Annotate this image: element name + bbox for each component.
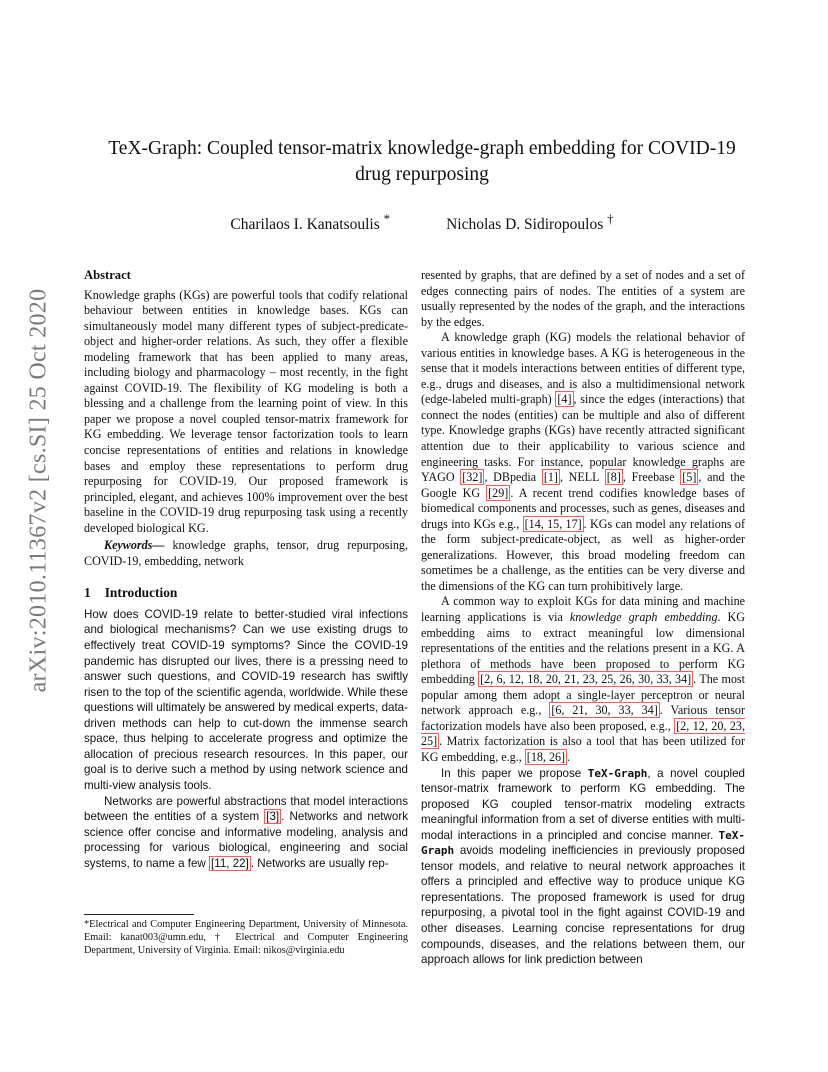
author-2: Nicholas D. Sidiropoulos † [446,211,614,234]
abstract-heading: Abstract [84,268,131,282]
right-paragraph-2: A knowledge graph (KG) models the relational behavior of various entities in knowledge bases. A KG is heterogeneous in the sense that it models interactions between entities of different type, e.g., drugs and diseases, and is also a multidimensional network (edge-labeled multi-graph) [4] , since the edges (interactions) that connect the nodes (entities) can be multiple and also of different type. Knowledge graphs (KGs) have recently attracted significant attention due to their applicability to various science and engineering tasks. For instance, popular knowledge graphs are YAGO [32] , DBpedia [1] , NELL [8] , Freebase [5] , and the Google KG [29] . A recent trend codifies knowledge bases of biomedical components and processes, such as genes, diseases and drugs into KGs e.g., [14, 15, 17] . KGs can model any relations of the form subject-predicate-object, as well as higher-order generalizations. However, this broad modeling freedom can sometimes be a challenge, as the entities can be very diverse and the dimensions of the KG can turn prohibitively large. [421,330,745,593]
intro-paragraph-1: How does COVID-19 relate to better-studied viral infections and biological mechanisms? Can we use existing drugs to effectively treat COVID-19 symptoms? Since the COVID-19 pandemic has disrupted our lives, there is a pressing need to answer such questions, and COVID-19 research has swiftly risen to the top of the scientific agenda, worldwide. While these questions will ultimately be answered by medical experts, data-driven methods can help to cut-down the immense search space, thus helping to accelerate progress and optimize the allocation of precious research resources. In this paper, our goal is to derive such a method by using network science and multi-view analysis tools. [84,607,408,792]
citation-link[interactable]: [14, 15, 17] [524,516,582,531]
citation-link[interactable]: [2, 6, 12, 18, 20, 21, 23, 25, 26, 30, 33, 34] [480,672,692,687]
method-name: TeX-Graph [587,766,648,780]
keywords-text: knowledge graphs, tensor, drug repurposing, COVID-19, embedding, network [84,538,408,568]
section-title: Introduction [104,585,178,601]
citation-link[interactable]: [32] [462,470,483,485]
citation-link[interactable]: [6, 21, 30, 33, 34] [551,703,658,718]
footnote-text: *Electrical and Computer Engineering Department, University of Minnesota. Email: kanat003@umn.edu, † Electrical and Computer Engineering Department, University of Virginia. Email: nikos@virginia.edu [84,919,408,956]
intro-paragraph-2: Networks are powerful abstractions that model interactions between the entities of a system [3] . Networks and network science offer concise and informative modeling, analysis and processing for various biological, engineering and social systems, to name a few [11, 22] . Networks are usually rep- [84,794,408,870]
method-name: TeX-Graph [421,828,745,858]
footnote-rule [84,914,194,915]
title-line-2: drug repurposing [355,164,489,185]
citation-link[interactable]: [3] [266,810,280,824]
arxiv-identifier-text: arXiv:2010.11367v2 [cs.SI] 25 Oct 2020 [25,288,52,692]
keywords [84,538,408,569]
citation-link[interactable]: [1] [543,470,558,485]
section-heading-introduction [84,585,408,601]
section-number: 1 [84,585,91,601]
left-column [84,268,408,871]
right-paragraph-4: In this paper we propose TeX-Graph, a novel coupled tensor-matrix framework to perform KG embedding. The proposed KG coupled tensor-matrix modeling extracts meaningful information from a set of diverse entities with multi-modal interactions in a principled and concise manner. TeX-Graph avoids modeling inefficiencies in previously proposed tensor models, and relative to neural network approaches it offers a principled and effective way to produce unique KG representations. The proposed framework is used for drug repurposing, a pivotal tool in the fight against COVID-19 and other diseases. Learning concise representations for drug compounds, diseases, and the relations between them, our approach allows for link prediction between [421,766,746,967]
citation-link[interactable]: [29] [488,485,509,500]
citation-link[interactable]: [11, 22] [211,856,249,870]
author-list [84,211,760,234]
citation-link[interactable]: [4] [557,392,572,407]
paper-title [84,136,760,188]
citation-link[interactable]: [2, 12, 20, 23, 25] [421,718,745,749]
emphasis-term: knowledge graph embedding [569,610,718,625]
right-paragraph-3: A common way to exploit KGs for data mining and machine learning applications is via knowledge graph embedding. KG embedding aims to extract meaningful low dimensional representations of the entities and the relations present in a KG. A plethora of methods have been proposed to perform KG embedding [2, 6, 12, 18, 20, 21, 23, 25, 26, 30, 33, 34] . The most popular among them adopt a single-layer perceptron or neural network approach e.g., [6, 21, 30, 33, 34] . Various tensor factorization models have also been proposed, e.g., [2, 12, 20, 23, 25] . Matrix factorization is also a tool that has been utilized for KG embedding, e.g., [18, 26] . [421,594,745,764]
right-column [421,268,745,968]
citation-link[interactable]: [5] [682,470,697,485]
keywords-label: Keywords— [104,538,165,553]
citation-link[interactable]: [8] [606,470,621,485]
citation-link[interactable]: [18, 26] [526,749,566,764]
arxiv-identifier [22,288,56,692]
abstract-text: Knowledge graphs (KGs) are powerful tools that codify relational behaviour between entities in knowledge bases. KGs can simultaneously model many different types of subject-predicate-object and higher-order relations. As such, they offer a flexible modeling framework that has been applied to many areas, including biology and pharmacology – most recently, in the fight against COVID-19. The flexibility of KG modeling is both a blessing and a challenge from the learning point of view. In this paper we propose a novel coupled tensor-matrix framework for KG embedding. We leverage tensor factorization tools to learn concise representations of entities and relations in knowledge bases and employ these representations to perform drug repurposing for COVID-19. Our proposed framework is principled, elegant, and achieves 100% improvement over the best baseline in the COVID-19 drug repurposing task using a recently developed biological KG. [84,287,408,535]
right-paragraph-1: resented by graphs, that are defined by a set of nodes and a set of edges connecting pairs of nodes. The entities of a system are usually represented by the nodes of the graph, and the interactions by the edges. [421,268,745,329]
author-1: Charilaos I. Kanatsoulis * [230,211,391,234]
author-2-mark: † [607,211,614,226]
author-1-mark: * [383,211,391,226]
title-line-1: TeX-Graph: Coupled tensor-matrix knowledge-graph embedding for COVID-19 [108,138,736,159]
footnote [84,914,408,957]
